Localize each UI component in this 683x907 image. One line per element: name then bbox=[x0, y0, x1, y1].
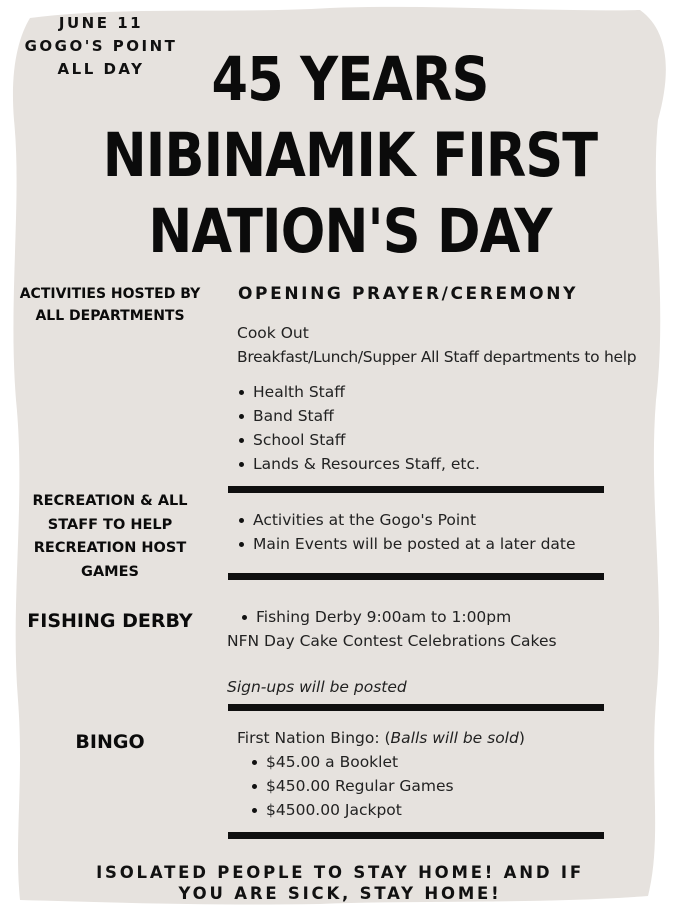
list-item: School Staff bbox=[237, 428, 480, 452]
event-location: GOGO'S POINT bbox=[24, 37, 178, 55]
cookout-block bbox=[237, 321, 636, 369]
cake-contest-text: NFN Day Cake Contest Celebrations Cakes bbox=[227, 632, 557, 650]
fishing-derby-label: FISHING DERBY bbox=[27, 610, 193, 632]
staff-list bbox=[237, 380, 480, 476]
list-item: Lands & Resources Staff, etc. bbox=[237, 452, 480, 476]
list-item: $4500.00 Jackpot bbox=[250, 798, 454, 822]
list-item: $450.00 Regular Games bbox=[250, 774, 454, 798]
section-divider bbox=[228, 486, 604, 493]
list-item: Activities at the Gogo's Point bbox=[237, 508, 576, 532]
list-item: Band Staff bbox=[237, 404, 480, 428]
bingo-price-list bbox=[250, 750, 454, 822]
fishing-list bbox=[240, 605, 511, 629]
title-line-1: 45 YEARS bbox=[211, 44, 489, 115]
list-item: Health Staff bbox=[237, 380, 480, 404]
section-divider bbox=[228, 573, 604, 580]
title-line-2: NIBINAMIK FIRST bbox=[102, 120, 598, 191]
cookout-title: Cook Out bbox=[237, 324, 309, 342]
event-duration: ALL DAY bbox=[57, 60, 145, 78]
recreation-list bbox=[237, 508, 576, 556]
cookout-detail: Breakfast/Lunch/Supper All Staff departments to help bbox=[237, 348, 637, 366]
activities-label: ACTIVITIES HOSTED BY ALL DEPARTMENTS bbox=[19, 286, 201, 324]
list-item: Main Events will be posted at a later date bbox=[237, 532, 576, 556]
signup-note: Sign-ups will be posted bbox=[227, 678, 407, 696]
list-item: $45.00 a Booklet bbox=[250, 750, 454, 774]
footer-notice: ISOLATED PEOPLE TO STAY HOME! AND IF YOU ARE SICK, STAY HOME! bbox=[96, 863, 584, 903]
recreation-label: RECREATION & ALL STAFF TO HELP RECREATION HOST GAMES bbox=[32, 493, 188, 580]
bingo-label: BINGO bbox=[75, 731, 145, 753]
section-divider bbox=[228, 832, 604, 839]
title-line-3: NATION'S DAY bbox=[148, 196, 552, 267]
section-divider bbox=[228, 704, 604, 711]
bingo-intro: First Nation Bingo: (Balls will be sold) bbox=[237, 729, 525, 747]
list-item: Fishing Derby 9:00am to 1:00pm bbox=[240, 605, 511, 629]
event-date: JUNE 11 bbox=[58, 14, 144, 32]
opening-ceremony-heading: OPENING PRAYER/CEREMONY bbox=[238, 284, 578, 304]
